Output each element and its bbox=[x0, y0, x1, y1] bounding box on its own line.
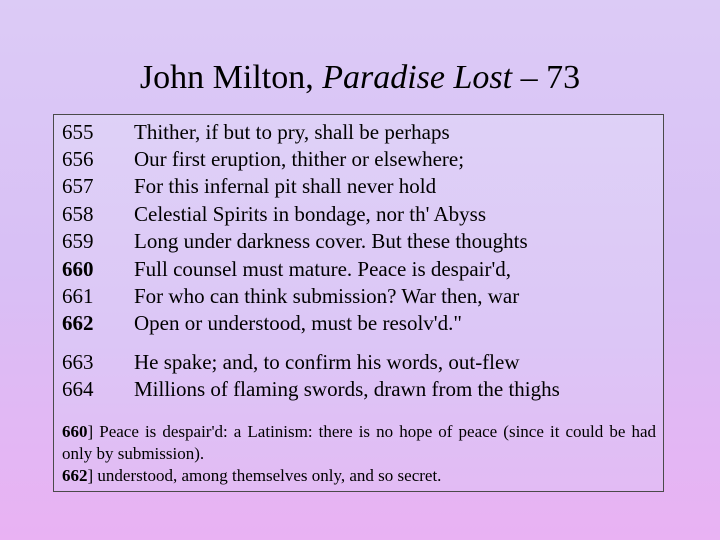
verse-line bbox=[62, 173, 436, 200]
line-number: 659 bbox=[62, 229, 94, 253]
title-suffix: – 73 bbox=[520, 59, 581, 96]
verse-line bbox=[62, 310, 462, 337]
line-number: 664 bbox=[62, 377, 94, 401]
line-number: 657 bbox=[62, 174, 94, 198]
footnote-ref: 662 bbox=[62, 466, 88, 485]
verse-text: Open or understood, must be resolv'd." bbox=[134, 311, 462, 335]
line-number: 656 bbox=[62, 147, 94, 171]
verse-line bbox=[62, 376, 560, 403]
footnote-text: ] Peace is despair'd: a Latinism: there is no hope of peace (since it could be had only by submission). bbox=[62, 422, 656, 463]
line-number: 660 bbox=[62, 257, 94, 281]
footnote-text: ] understood, among themselves only, and so secret. bbox=[87, 466, 442, 485]
verse-line bbox=[62, 201, 486, 228]
verse-text: Long under darkness cover. But these thoughts bbox=[134, 229, 528, 253]
verse-text: Thither, if but to pry, shall be perhaps bbox=[134, 120, 450, 144]
footnote-ref: 660 bbox=[62, 422, 88, 441]
footnotes bbox=[62, 421, 656, 487]
footnote bbox=[62, 421, 656, 465]
verse-text: For who can think submission? War then, war bbox=[134, 284, 520, 308]
verse-text: He spake; and, to confirm his words, out-flew bbox=[134, 350, 520, 374]
line-number: 661 bbox=[62, 284, 94, 308]
verse-line bbox=[62, 283, 519, 310]
verse-line bbox=[62, 146, 464, 173]
page-title bbox=[0, 56, 720, 100]
line-number: 662 bbox=[62, 311, 94, 335]
line-number: 655 bbox=[62, 120, 94, 144]
line-number: 663 bbox=[62, 350, 94, 374]
verse-text: For this infernal pit shall never hold bbox=[134, 174, 437, 198]
verse-text: Full counsel must mature. Peace is despair'd, bbox=[134, 257, 512, 281]
verse-line bbox=[62, 349, 520, 376]
verse-text: Millions of flaming swords, drawn from the thighs bbox=[134, 377, 560, 401]
title-work: Paradise Lost bbox=[322, 59, 513, 96]
verse-line bbox=[62, 119, 450, 146]
verse-line bbox=[62, 256, 511, 283]
title-author: John Milton, bbox=[139, 59, 314, 96]
footnote bbox=[62, 465, 656, 487]
verse-line bbox=[62, 228, 528, 255]
verse-text: Our first eruption, thither or elsewhere; bbox=[134, 147, 465, 171]
text-panel bbox=[53, 114, 664, 492]
verse-text: Celestial Spirits in bondage, nor th' Abyss bbox=[134, 202, 487, 226]
line-number: 658 bbox=[62, 202, 94, 226]
